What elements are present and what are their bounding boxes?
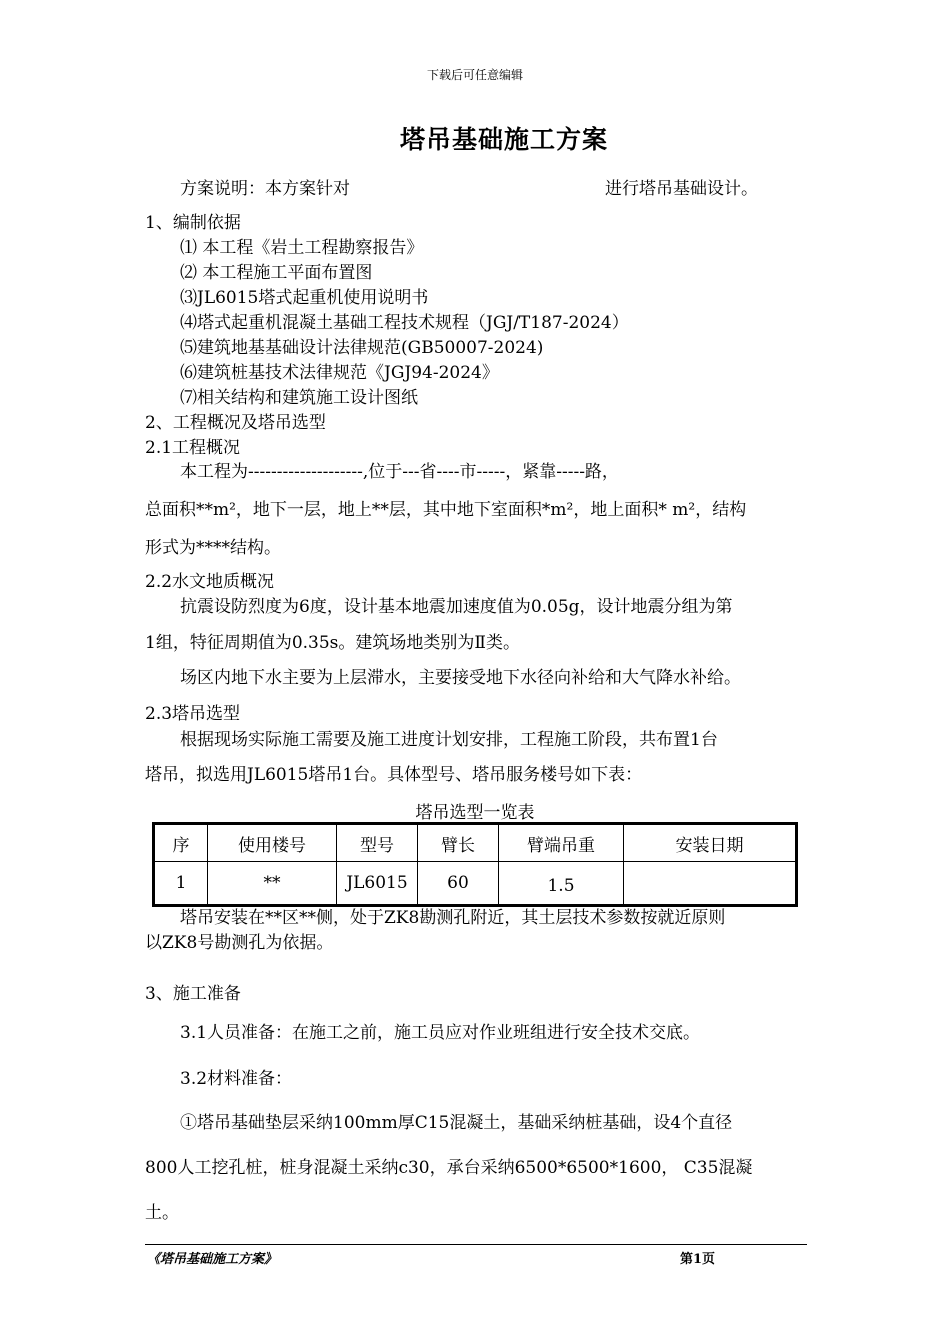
basis-item-4: ⑷塔式起重机混凝土基础工程技术规程（JGJ/T187-2024） — [180, 313, 629, 333]
intro-right: 进行塔吊基础设计。 — [605, 179, 758, 199]
basis-item-1: ⑴ 本工程《岩土工程勘察报告》 — [180, 238, 424, 258]
table-cell: ** — [208, 862, 337, 906]
footer-document-name: 《塔吊基础施工方案》 — [147, 1252, 278, 1267]
intro-left: 方案说明：本方案针对 — [180, 179, 350, 199]
page-number: 第1页 — [680, 1252, 716, 1267]
overview-line-1: 本工程为--------------------,位于---省----市-----，紧靠-----路， — [180, 462, 619, 482]
basis-item-2: ⑵ 本工程施工平面布置图 — [180, 263, 373, 283]
geology-line-3: 场区内地下水主要为上层滞水，主要接受地下水径向补给和大气降水补给。 — [180, 668, 741, 688]
basis-item-5: ⑸建筑地基基础设计法律规范(GB50007-2024) — [180, 338, 544, 358]
header-cell: 臂端吊重 — [499, 824, 624, 862]
header-cell: 安装日期 — [624, 824, 797, 862]
geology-line-1: 抗震设防烈度为6度，设计基本地震加速度值为0.05g，设计地震分组为第 — [180, 597, 733, 617]
section-3-heading: 3、施工准备 — [145, 984, 241, 1004]
header-cell: 型号 — [337, 824, 418, 862]
table-cell: 60 — [418, 862, 499, 906]
table-caption: 塔吊选型一览表 — [415, 803, 535, 823]
material-prep-heading: 3.2材料准备： — [180, 1069, 293, 1089]
overview-line-2: 总面积**m²，地下一层，地上**层，其中地下室面积*m²，地上面积* m²，结构 — [145, 500, 747, 520]
geology-line-2: 1组，特征周期值为0.35s。建筑场地类别为Ⅱ类。 — [145, 633, 520, 653]
basis-item-7: ⑺相关结构和建筑施工设计图纸 — [180, 388, 418, 408]
location-line-2: 以ZK8号勘测孔为依据。 — [145, 933, 334, 953]
header-cell: 臂长 — [418, 824, 499, 862]
table-cell: 1 — [154, 862, 208, 906]
table-cell: 1.5 — [499, 862, 624, 906]
header-cell: 使用楼号 — [208, 824, 337, 862]
section-2-1-heading: 2.1工程概况 — [145, 438, 241, 458]
overview-line-3: 形式为****结构。 — [145, 538, 281, 558]
download-note: 下载后可任意编辑 — [426, 68, 523, 82]
selection-line-1: 根据现场实际施工需要及施工进度计划安排，工程施工阶段，共布置1台 — [180, 730, 718, 750]
table-cell — [624, 862, 797, 906]
document-title: 塔吊基础施工方案 — [399, 125, 608, 154]
section-1-heading: 1、编制依据 — [145, 213, 241, 233]
section-2-3-heading: 2.3塔吊选型 — [145, 704, 241, 724]
section-2-2-heading: 2.2水文地质概况 — [145, 572, 275, 592]
section-2-heading: 2、工程概况及塔吊选型 — [145, 413, 326, 433]
basis-item-3: ⑶JL6015塔式起重机使用说明书 — [180, 288, 429, 308]
selection-line-2: 塔吊，拟选用JL6015塔吊1台。具体型号、塔吊服务楼号如下表： — [145, 765, 643, 785]
basis-item-6: ⑹建筑桩基技术法律规范《JGJ94-2024》 — [180, 363, 499, 383]
material-line-1: ①塔吊基础垫层采纳100mm厚C15混凝土，基础采纳桩基础，设4个直径 — [180, 1113, 733, 1133]
footer-rule — [145, 1244, 807, 1245]
material-line-3: 土。 — [145, 1203, 179, 1223]
material-line-2: 800人工挖孔桩，桩身混凝土采纳c30，承台采纳6500*6500*1600， C35混凝 — [145, 1158, 753, 1178]
table-cell: JL6015 — [337, 862, 418, 906]
table-row — [154, 862, 797, 906]
header-cell: 序 — [154, 824, 208, 862]
personnel-prep: 3.1人员准备：在施工之前，施工员应对作业班组进行安全技术交底。 — [180, 1023, 701, 1043]
location-line-1: 塔吊安装在**区**侧，处于ZK8勘测孔附近，其土层技术参数按就近原则 — [180, 908, 726, 928]
crane-selection-table — [152, 822, 798, 907]
table-header-row — [154, 824, 797, 862]
